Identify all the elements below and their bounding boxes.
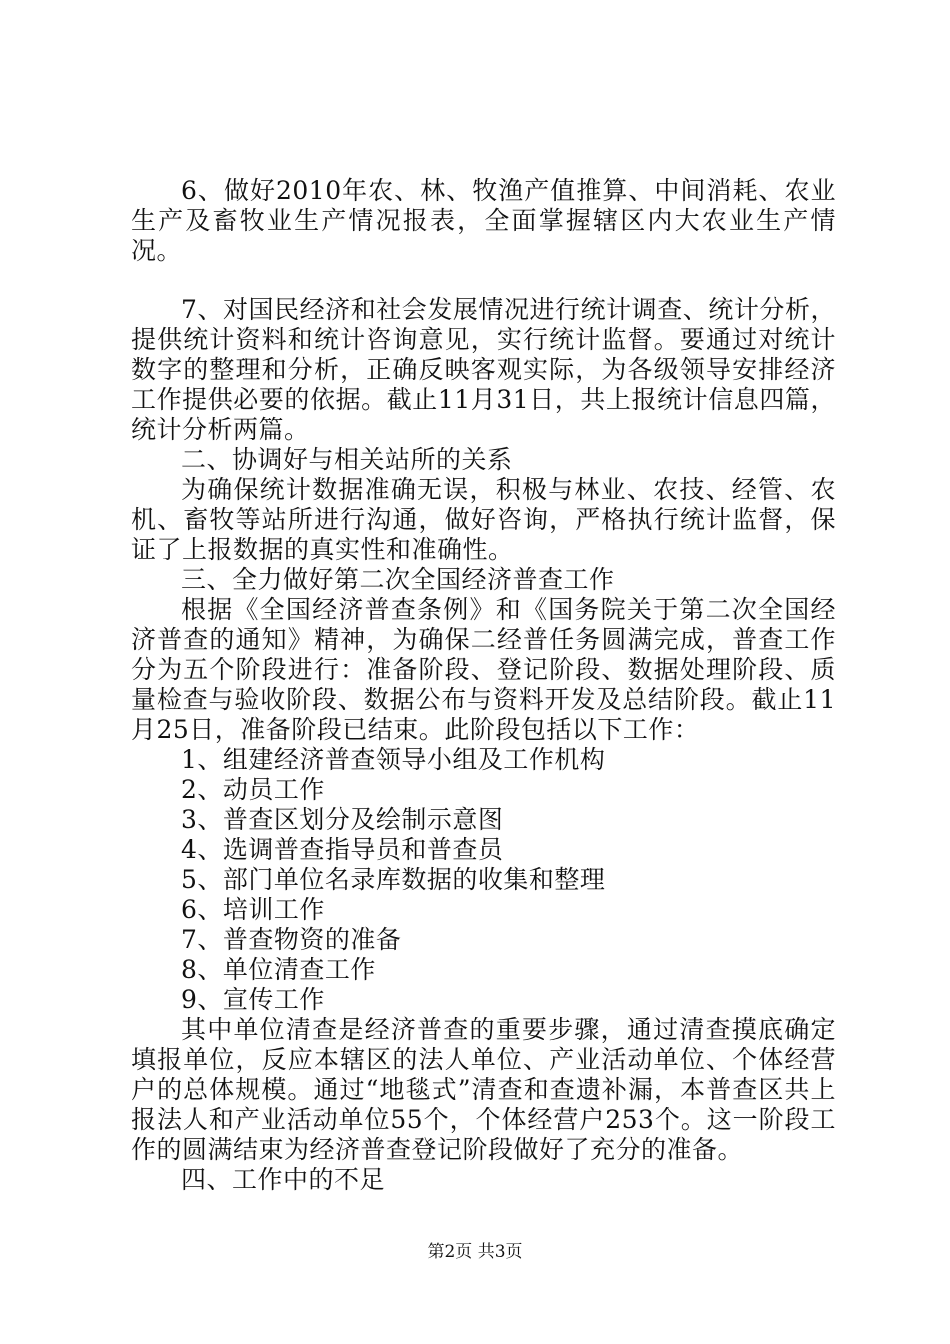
page-footer: 第2页 共3页	[427, 1242, 523, 1262]
section-closing-3: 其中单位清查是经济普查的重要步骤，通过清查摸底确定填报单位，反应本辖区的法人单位、产业活动单位、个体经营户的总体规模。通过“地毯式”清查和查遗补漏，本普查区共上报法人和产业活动单位55个，个体经营户253个。这一阶段工作的圆满结束为经济普查登记阶段做好了充分的准备。	[131, 1015, 836, 1164]
section-body-3: 根据《全国经济普查条例》和《国务院关于第二次全国经济普查的通知》精神，为确保二经普任务圆满完成，普查工作分为五个阶段进行：准备阶段、登记阶段、数据处理阶段、质量检查与验收阶段、数据公布与资料开发及总结阶段。截止11月25日，准备阶段已结束。此阶段包括以下工作：	[131, 595, 836, 744]
list-item: 7、普查物资的准备	[181, 925, 402, 954]
list-item: 5、部门单位名录库数据的收集和整理	[181, 865, 606, 894]
list-item: 8、单位清查工作	[181, 955, 376, 984]
list-item: 2、动员工作	[181, 775, 325, 804]
list-item: 1、组建经济普查领导小组及工作机构	[181, 745, 606, 774]
section-heading-4: 四、工作中的不足	[181, 1165, 386, 1194]
list-item: 3、普查区划分及绘制示意图	[181, 805, 504, 834]
list-item: 4、选调普查指导员和普查员	[181, 835, 504, 864]
list-item: 9、宣传工作	[181, 985, 325, 1014]
paragraph-item-7: 7、对国民经济和社会发展情况进行统计调查、统计分析，提供统计资料和统计咨询意见，实行统计监督。要通过对统计数字的整理和分析，正确反映客观实际，为各级领导安排经济工作提供必要的依据。截止11月31日，共上报统计信息四篇，统计分析两篇。	[131, 295, 836, 444]
paragraph-item-6: 6、做好2010年农、林、牧渔产值推算、中间消耗、农业生产及畜牧业生产情况报表，全面掌握辖区内大农业生产情况。	[131, 176, 836, 265]
section-body-2: 为确保统计数据准确无误，积极与林业、农技、经管、农机、畜牧等站所进行沟通，做好咨询，严格执行统计监督，保证了上报数据的真实性和准确性。	[131, 475, 836, 564]
section-heading-2: 二、协调好与相关站所的关系	[181, 445, 513, 474]
list-item: 6、培训工作	[181, 895, 325, 924]
document-body	[131, 176, 836, 1195]
section-heading-3: 三、全力做好第二次全国经济普查工作	[181, 565, 615, 594]
